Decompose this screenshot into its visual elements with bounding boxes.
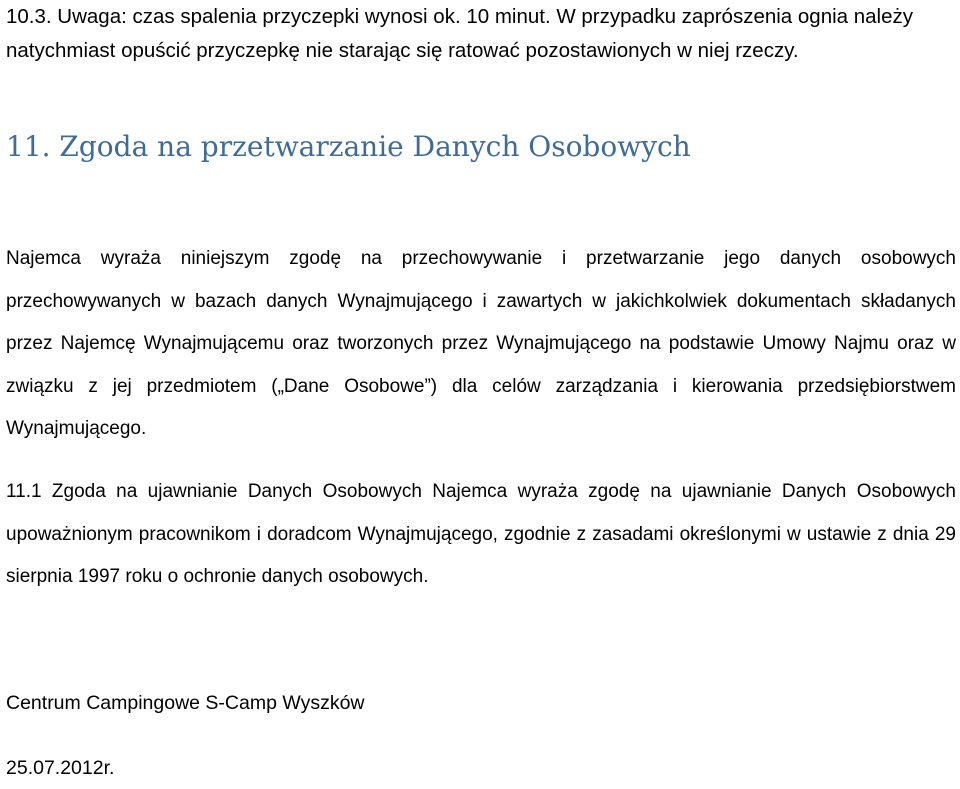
company-name: Centrum Campingowe S-Camp Wyszków bbox=[6, 692, 365, 714]
disclosure-paragraph: 11.1 Zgoda na ujawnianie Danych Osobowych Najemca wyraża zgodę na ujawnianie Danych Osobowych upoważnionym pracownikom i doradcom Wynajmującego, zgodnie z zasadami określonymi w ustawie z dnia 29 sierpnia 1997 roku o ochronie danych osobowych. bbox=[6, 481, 956, 587]
section-heading: 11. Zgoda na przetwarzanie Danych Osobowych bbox=[6, 130, 691, 163]
intro-line-1: 10.3. Uwaga: czas spalenia przyczepki wynosi ok. 10 minut. W przypadku zaprószenia ognia należy bbox=[6, 5, 914, 28]
intro-paragraph bbox=[6, 0, 956, 68]
intro-line-2: natychmiast opuścić przyczepkę nie starając się ratować pozostawionych w niej rzeczy. bbox=[6, 39, 799, 62]
document-date: 25.07.2012r. bbox=[6, 757, 115, 779]
consent-paragraph: Najemca wyraża niniejszym zgodę na przechowywanie i przetwarzanie jego danych osobowych przechowywanych w bazach danych Wynajmującego i zawartych w jakichkolwiek dokumentach składanych przez Najemcę Wynajmującemu oraz tworzonych przez Wynajmującego na podstawie Umowy Najmu oraz w związku z jej przedmiotem („Dane Osobowe”) dla celów zarządzania i kierowania przedsiębiorstwem Wynajmującego. bbox=[6, 248, 956, 439]
